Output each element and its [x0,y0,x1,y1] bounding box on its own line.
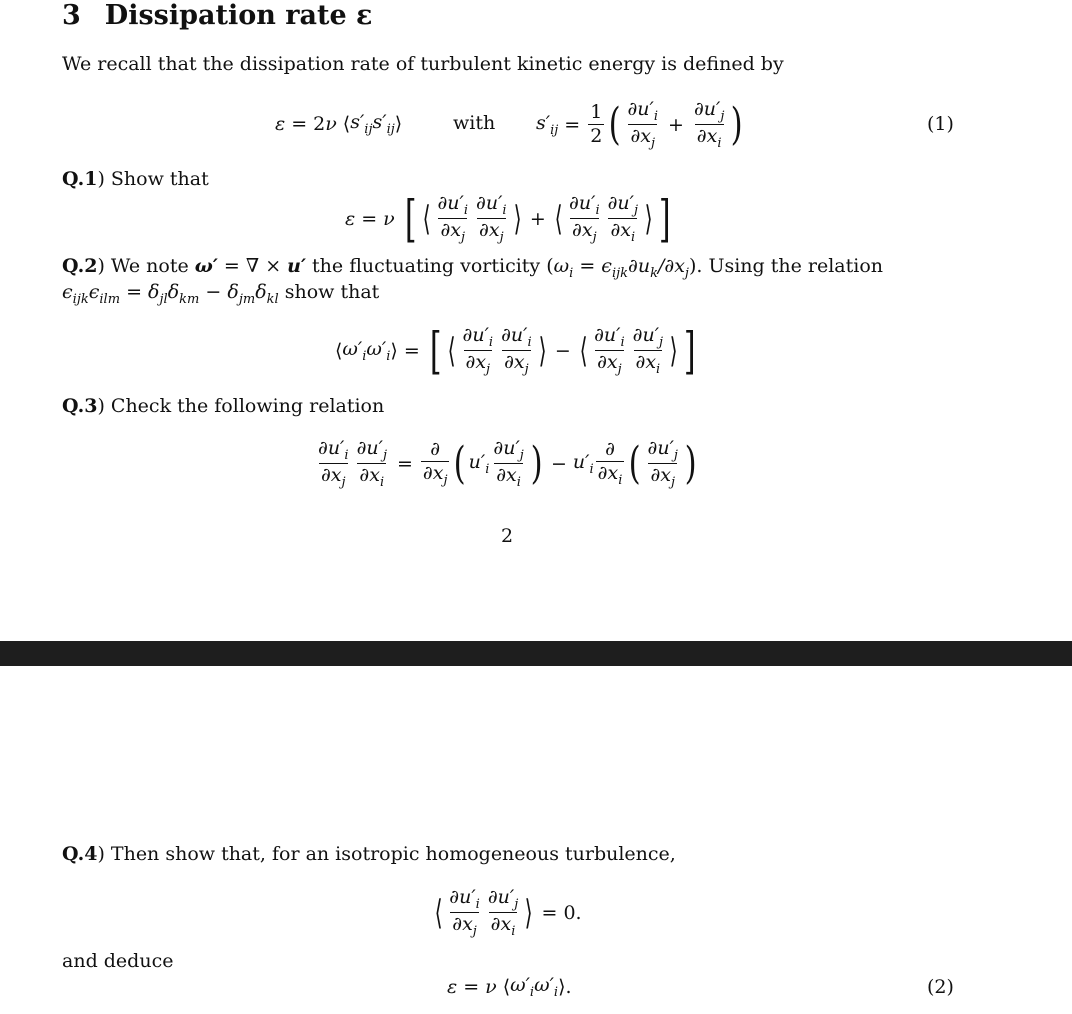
equation-q3: $\frac{\partial u'_i}{\partial x_j}$ $\frac{\partial u'_j}{\partial x_i}$ = $\frac{\partial}{\partial x_j}$ ( $u'_i$ $\frac{\partial u'_j}{\partial x_i}$ ) − $u'_i$ $\frac{\partial}{\partial x_i}$ ( $\frac{\partial u'_j}{\partial x_j}$ ) [318,436,697,490]
question-1-text: ) Show that [97,168,209,190]
equation-1: ε = 2 ν ⟨ $s'_{ij}s'_{ij}$ ⟩ [275,111,403,137]
section-number: 3 [62,0,81,31]
question-4 [62,843,676,865]
section-title: Dissipation rate ε [104,0,373,31]
question-1 [62,168,209,190]
with-word: with [453,112,496,134]
strain-rate-definition: $s'_{ij}$ = $\frac{1}{2}$ ( $\frac{\partial u'_i}{\partial x_j}$ + $\frac{\partial u'_j}{\partial x_i}$ ) [536,97,743,151]
question-2-line-2 [62,281,379,307]
equation-q1: ε = ν [ ⟨ $\frac{\partial u'_i}{\partial x_j}$ $\frac{\partial u'_i}{\partial x_j}$ ⟩ + ⟨ $\frac{\partial u'_i}{\partial x_j}$ $\frac{\partial u'_j}{\partial x_i}$ ⟩ ] [345,190,671,248]
question-4-text: ) Then show that, for an isotropic homogeneous turbulence, [97,843,676,865]
deduce-text: and deduce [62,950,174,972]
question-2-text-1: ) We note [97,255,195,277]
equation-number-1: (1) [927,113,954,135]
vorticity-definition: ω′ = ∇ × u′ [194,255,306,277]
question-1-label: Q.1 [62,168,98,190]
section-heading [62,0,372,31]
question-3-text: ) Check the following relation [97,395,385,417]
question-2-label: Q.2 [62,255,98,277]
intro-text: We recall that the dissipation rate of turbulent kinetic energy is defined by [62,53,784,75]
question-3 [62,395,384,417]
question-2-text-3: ). Using the relation [688,255,883,277]
question-2-line-2-text: show that [278,281,380,303]
question-4-label: Q.4 [62,843,98,865]
equation-number-2: (2) [927,976,954,998]
page-divider [0,641,1072,666]
question-2-text-2: the fluctuating vorticity ( [306,255,554,277]
equation-q4: ⟨ $\frac{\partial u'_i}{\partial x_j}$ $\frac{\partial u'_j}{\partial x_i}$ ⟩ = 0. [434,885,582,939]
equation-q2: ⟨ $\omega'_i\omega'_i$ ⟩ = [ ⟨ $\frac{\partial u'_i}{\partial x_j}$ $\frac{\partial u'_i}{\partial x_j}$ ⟩ − ⟨ $\frac{\partial u'_i}{\partial x_j}$ $\frac{\partial u'_j}{\partial x_i}$ ⟩ ] [335,322,696,380]
question-2-line-1 [62,255,883,281]
question-3-label: Q.3 [62,395,98,417]
equation-2: ε = ν ⟨ $\omega'_i\omega'_i$ ⟩ . [447,974,572,1000]
vorticity-component: $\omega_i = \epsilon_{ijk}\partial u_k/\partial x_j$ [553,255,689,281]
epsilon-delta-identity: $\epsilon_{ijk}\epsilon_{ilm} = \delta_{jl}\delta_{km} - \delta_{jm}\delta_{kl}$ [62,281,279,307]
page-number: 2 [501,525,514,547]
